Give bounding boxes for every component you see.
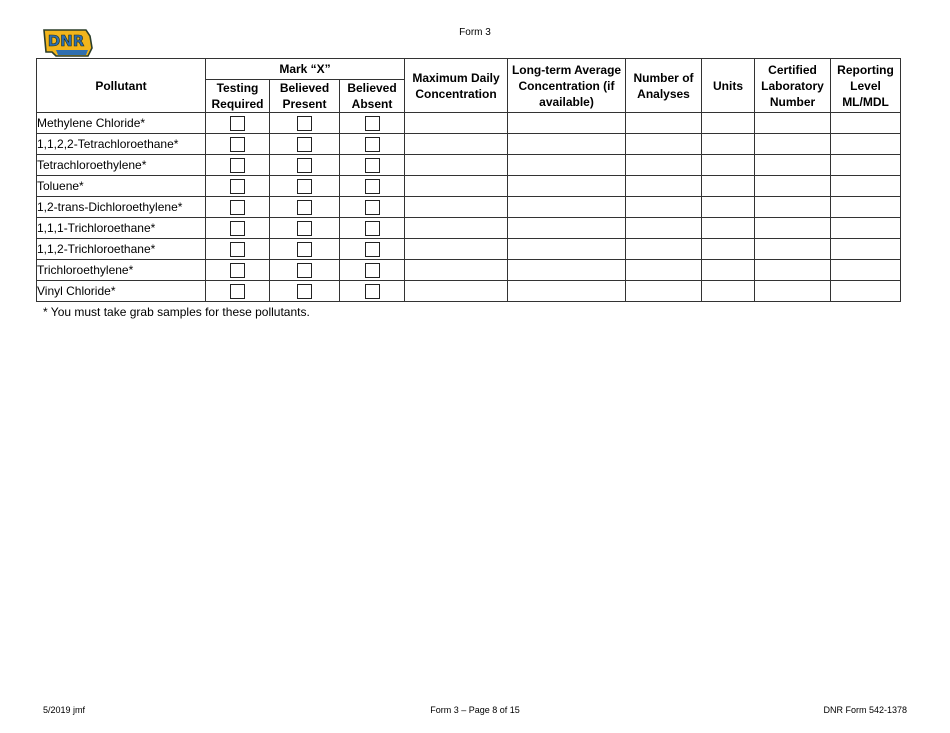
num-analyses-field[interactable] — [626, 134, 702, 155]
testing-required-checkbox[interactable] — [230, 200, 245, 215]
testing-required-cell — [206, 197, 270, 218]
believed-present-checkbox[interactable] — [297, 137, 312, 152]
table-row — [37, 281, 901, 302]
num-analyses-field[interactable] — [626, 218, 702, 239]
table-row — [37, 218, 901, 239]
reporting-level-field[interactable] — [831, 176, 901, 197]
long-term-field[interactable] — [508, 176, 626, 197]
believed-absent-checkbox[interactable] — [365, 116, 380, 131]
footer-form-number: DNR Form 542-1378 — [823, 705, 907, 715]
pollutant-name: 1,1,2-Trichloroethane* — [37, 239, 206, 260]
num-analyses-field[interactable] — [626, 197, 702, 218]
max-daily-field[interactable] — [405, 239, 508, 260]
believed-absent-checkbox[interactable] — [365, 242, 380, 257]
testing-required-cell — [206, 260, 270, 281]
pollutant-name: Tetrachloroethylene* — [37, 155, 206, 176]
believed-absent-checkbox[interactable] — [365, 200, 380, 215]
testing-required-checkbox[interactable] — [230, 137, 245, 152]
testing-required-checkbox[interactable] — [230, 179, 245, 194]
table-row — [37, 155, 901, 176]
believed-absent-cell — [340, 176, 405, 197]
believed-present-cell — [270, 134, 340, 155]
believed-absent-cell — [340, 134, 405, 155]
header-num-analyses: Number of Analyses — [626, 59, 702, 113]
pollutant-table — [36, 58, 901, 302]
testing-required-cell — [206, 155, 270, 176]
header-believed-present: Believed Present — [270, 80, 340, 113]
believed-absent-cell — [340, 281, 405, 302]
reporting-level-field[interactable] — [831, 281, 901, 302]
units-field[interactable] — [702, 197, 755, 218]
long-term-field[interactable] — [508, 281, 626, 302]
believed-present-checkbox[interactable] — [297, 284, 312, 299]
num-analyses-field[interactable] — [626, 113, 702, 134]
believed-absent-checkbox[interactable] — [365, 263, 380, 278]
num-analyses-field[interactable] — [626, 281, 702, 302]
num-analyses-field[interactable] — [626, 176, 702, 197]
testing-required-cell — [206, 239, 270, 260]
believed-absent-cell — [340, 155, 405, 176]
pollutant-name: 1,1,2,2-Tetrachloroethane* — [37, 134, 206, 155]
testing-required-checkbox[interactable] — [230, 221, 245, 236]
units-field[interactable] — [702, 113, 755, 134]
testing-required-cell — [206, 218, 270, 239]
reporting-level-field[interactable] — [831, 134, 901, 155]
long-term-field[interactable] — [508, 113, 626, 134]
max-daily-field[interactable] — [405, 218, 508, 239]
pollutant-name: Toluene* — [37, 176, 206, 197]
table-row — [37, 197, 901, 218]
num-analyses-field[interactable] — [626, 239, 702, 260]
units-field[interactable] — [702, 134, 755, 155]
believed-present-cell — [270, 239, 340, 260]
testing-required-checkbox[interactable] — [230, 242, 245, 257]
table-row — [37, 113, 901, 134]
long-term-field[interactable] — [508, 155, 626, 176]
believed-present-checkbox[interactable] — [297, 200, 312, 215]
units-field[interactable] — [702, 239, 755, 260]
cert-lab-field[interactable] — [755, 113, 831, 134]
testing-required-cell — [206, 176, 270, 197]
num-analyses-field[interactable] — [626, 155, 702, 176]
believed-absent-cell — [340, 197, 405, 218]
believed-absent-cell — [340, 239, 405, 260]
reporting-level-field[interactable] — [831, 155, 901, 176]
max-daily-field[interactable] — [405, 113, 508, 134]
believed-absent-checkbox[interactable] — [365, 158, 380, 173]
testing-required-checkbox[interactable] — [230, 116, 245, 131]
testing-required-checkbox[interactable] — [230, 158, 245, 173]
header-max-daily: Maximum Daily Concentration — [405, 59, 508, 113]
long-term-field[interactable] — [508, 260, 626, 281]
cert-lab-field[interactable] — [755, 281, 831, 302]
units-field[interactable] — [702, 218, 755, 239]
pollutant-name: 1,2-trans-Dichloroethylene* — [37, 197, 206, 218]
table-row — [37, 239, 901, 260]
testing-required-checkbox[interactable] — [230, 284, 245, 299]
header-cert-lab: Certified Laboratory Number — [755, 59, 831, 113]
cert-lab-field[interactable] — [755, 176, 831, 197]
max-daily-field[interactable] — [405, 155, 508, 176]
table-row — [37, 260, 901, 281]
footnote: * You must take grab samples for these pollutants. — [43, 305, 310, 319]
believed-absent-checkbox[interactable] — [365, 179, 380, 194]
units-field[interactable] — [702, 260, 755, 281]
pollutant-name: Methylene Chloride* — [37, 113, 206, 134]
believed-absent-cell — [340, 260, 405, 281]
units-field[interactable] — [702, 155, 755, 176]
header-units: Units — [702, 59, 755, 113]
units-field[interactable] — [702, 176, 755, 197]
believed-absent-checkbox[interactable] — [365, 221, 380, 236]
form-title: Form 3 — [459, 27, 491, 38]
testing-required-checkbox[interactable] — [230, 263, 245, 278]
header-long-term: Long-term Average Concentration (if available) — [508, 59, 626, 113]
believed-present-checkbox[interactable] — [297, 263, 312, 278]
reporting-level-field[interactable] — [831, 239, 901, 260]
max-daily-field[interactable] — [405, 281, 508, 302]
pollutant-name: Vinyl Chloride* — [37, 281, 206, 302]
header-pollutant: Pollutant — [37, 59, 206, 113]
believed-present-cell — [270, 176, 340, 197]
believed-present-cell — [270, 155, 340, 176]
believed-present-checkbox[interactable] — [297, 242, 312, 257]
footer-date: 5/2019 jmf — [43, 705, 86, 715]
believed-present-checkbox[interactable] — [297, 179, 312, 194]
cert-lab-field[interactable] — [755, 260, 831, 281]
testing-required-cell — [206, 281, 270, 302]
believed-present-cell — [270, 197, 340, 218]
reporting-level-field[interactable] — [831, 113, 901, 134]
long-term-field[interactable] — [508, 239, 626, 260]
believed-present-cell — [270, 113, 340, 134]
cert-lab-field[interactable] — [755, 239, 831, 260]
believed-present-cell — [270, 281, 340, 302]
believed-present-checkbox[interactable] — [297, 221, 312, 236]
pollutant-name: Trichloroethylene* — [37, 260, 206, 281]
believed-absent-checkbox[interactable] — [365, 137, 380, 152]
max-daily-field[interactable] — [405, 176, 508, 197]
max-daily-field[interactable] — [405, 134, 508, 155]
long-term-field[interactable] — [508, 197, 626, 218]
max-daily-field[interactable] — [405, 197, 508, 218]
cert-lab-field[interactable] — [755, 155, 831, 176]
long-term-field[interactable] — [508, 218, 626, 239]
header-reporting-level: Reporting Level ML/MDL — [831, 59, 901, 113]
num-analyses-field[interactable] — [626, 260, 702, 281]
believed-absent-checkbox[interactable] — [365, 284, 380, 299]
testing-required-cell — [206, 113, 270, 134]
believed-present-checkbox[interactable] — [297, 158, 312, 173]
testing-required-cell — [206, 134, 270, 155]
reporting-level-field[interactable] — [831, 197, 901, 218]
reporting-level-field[interactable] — [831, 218, 901, 239]
header-believed-absent: Believed Absent — [340, 80, 405, 113]
believed-present-checkbox[interactable] — [297, 116, 312, 131]
header-mark-x: Mark “X” — [206, 59, 405, 80]
max-daily-field[interactable] — [405, 260, 508, 281]
long-term-field[interactable] — [508, 134, 626, 155]
pollutant-name: 1,1,1-Trichloroethane* — [37, 218, 206, 239]
cert-lab-field[interactable] — [755, 218, 831, 239]
footer-page: Form 3 – Page 8 of 15 — [430, 705, 520, 715]
believed-absent-cell — [340, 113, 405, 134]
header-testing-required: Testing Required — [206, 80, 270, 113]
cert-lab-field[interactable] — [755, 134, 831, 155]
table-row — [37, 176, 901, 197]
believed-absent-cell — [340, 218, 405, 239]
cert-lab-field[interactable] — [755, 197, 831, 218]
logo-text: DNR — [47, 32, 85, 50]
units-field[interactable] — [702, 281, 755, 302]
table-row — [37, 134, 901, 155]
believed-present-cell — [270, 260, 340, 281]
reporting-level-field[interactable] — [831, 260, 901, 281]
believed-present-cell — [270, 218, 340, 239]
